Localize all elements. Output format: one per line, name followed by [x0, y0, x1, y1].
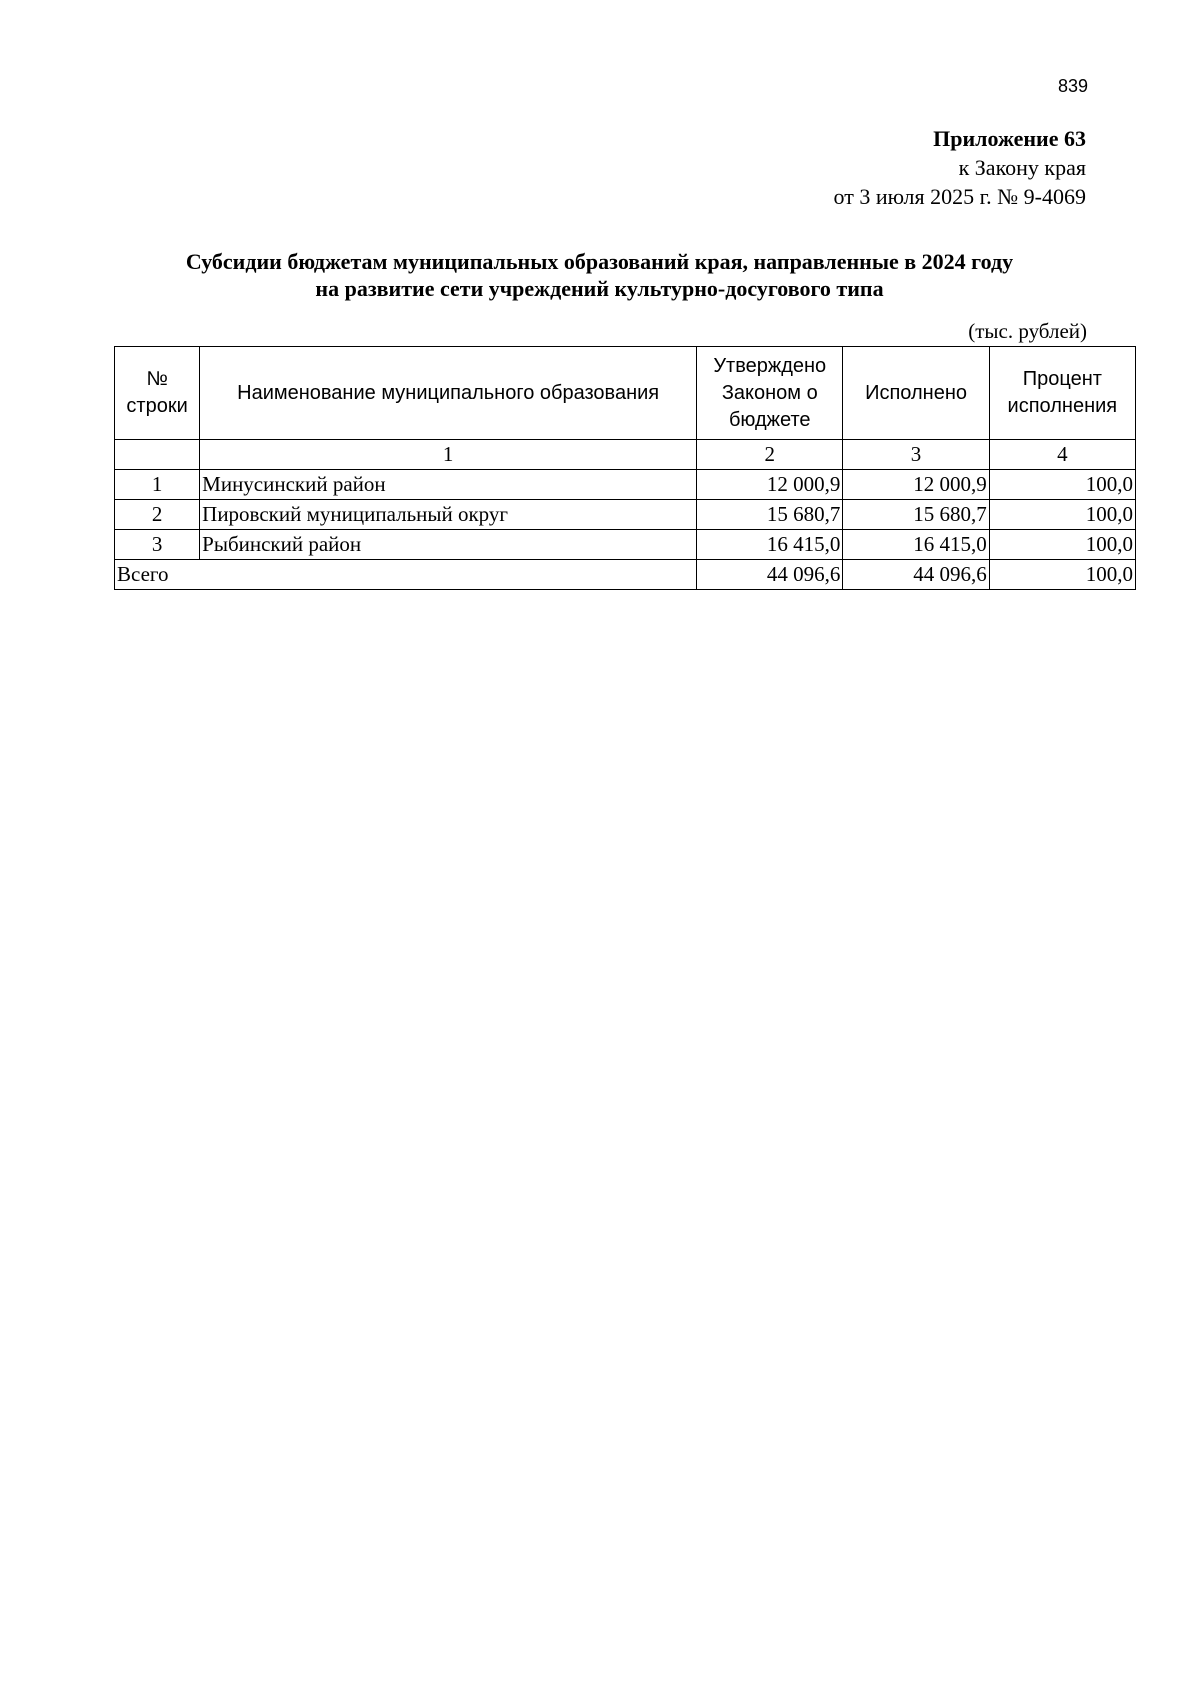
row-name: Минусинский район — [200, 470, 697, 500]
row-percent: 100,0 — [989, 500, 1135, 530]
header-percent-line-2: исполнения — [1007, 395, 1118, 417]
row-number: 3 — [115, 530, 200, 560]
column-number-1: 1 — [200, 440, 697, 470]
header-percent-line-1: Процент — [1022, 368, 1102, 390]
total-approved: 44 096,6 — [697, 560, 843, 590]
total-percent: 100,0 — [989, 560, 1135, 590]
appendix-line-2: от 3 июля 2025 г. № 9-4069 — [833, 184, 1086, 209]
row-approved: 15 680,7 — [697, 500, 843, 530]
appendix-block — [486, 124, 1086, 211]
column-number-3: 3 — [843, 440, 989, 470]
row-executed: 16 415,0 — [843, 530, 989, 560]
row-approved: 16 415,0 — [697, 530, 843, 560]
column-number-2: 2 — [697, 440, 843, 470]
row-name: Пировский муниципальный округ — [200, 500, 697, 530]
column-number-row — [115, 440, 1136, 470]
row-number: 2 — [115, 500, 200, 530]
row-percent: 100,0 — [989, 530, 1135, 560]
page-number: 839 — [1058, 76, 1089, 96]
document-title-line-1: Субсидии бюджетам муниципальных образований края, направленные в 2024 году — [185, 249, 1014, 274]
header-percent — [989, 347, 1135, 440]
table-row — [115, 500, 1136, 530]
header-executed: Исполнено — [843, 347, 989, 440]
document-title-line-2: на развитие сети учреждений культурно-досугового типа — [315, 276, 884, 301]
header-row-number-line-1: № — [146, 368, 168, 390]
header-approved — [697, 347, 843, 440]
total-row — [115, 560, 1136, 590]
header-row-number — [115, 347, 200, 440]
column-number-4: 4 — [989, 440, 1135, 470]
header-approved-line-3: бюджете — [728, 408, 811, 431]
column-number-empty — [115, 440, 200, 470]
header-row — [115, 347, 1136, 440]
document-title — [113, 248, 1086, 302]
appendix-title: Приложение 63 — [933, 126, 1086, 151]
subsidies-table — [114, 346, 1136, 590]
row-percent: 100,0 — [989, 470, 1135, 500]
row-name: Рыбинский район — [200, 530, 697, 560]
appendix-line-1: к Закону края — [958, 155, 1086, 180]
row-executed: 15 680,7 — [843, 500, 989, 530]
header-row-number-line-2: строки — [126, 395, 188, 417]
row-number: 1 — [115, 470, 200, 500]
table-row — [115, 530, 1136, 560]
total-executed: 44 096,6 — [843, 560, 989, 590]
total-label: Всего — [115, 560, 697, 590]
units-label: (тыс. рублей) — [968, 319, 1087, 343]
header-approved-line-2: Законом о — [721, 381, 818, 404]
table-row — [115, 470, 1136, 500]
row-approved: 12 000,9 — [697, 470, 843, 500]
header-name: Наименование муниципального образования — [200, 347, 697, 440]
row-executed: 12 000,9 — [843, 470, 989, 500]
header-approved-line-1: Утверждено — [713, 354, 827, 377]
